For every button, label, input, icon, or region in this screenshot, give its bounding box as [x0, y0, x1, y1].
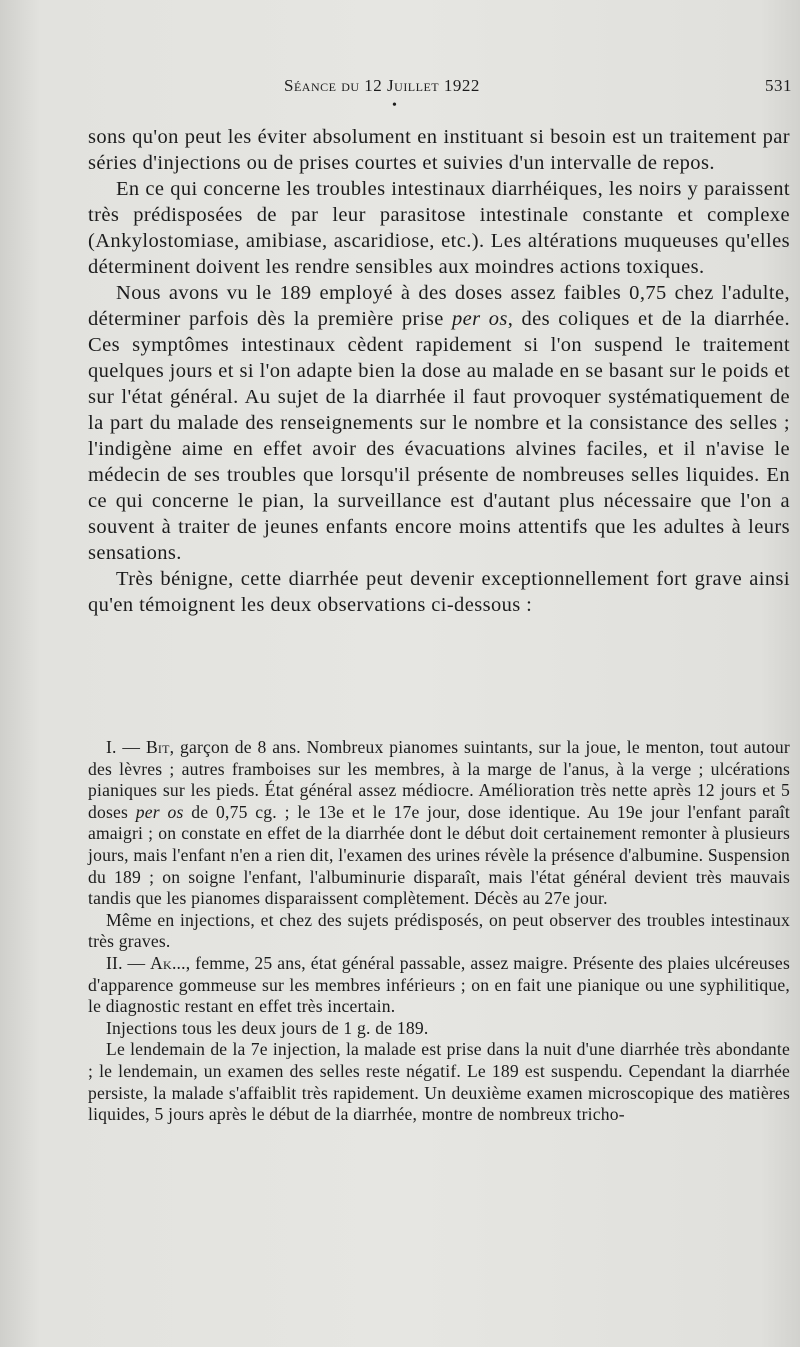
observation-1: [88, 737, 790, 910]
obs2-number: II. —: [106, 952, 151, 973]
obs1-text-b: de 0,75 cg. ; le 13e et le 17e jour, dose identique. Au 19e jour l'enfant paraît amaigri ; on constate en effet de la diarrhée dont le début doit certainement remonter à plusieurs jours, mais l'enfant n'en a rien dit, l'examen des urines révèle la présence d'albumine. Suspension du 189 ; on soigne l'enfant, l'albuminurie disparaît, mais l'état général devient très mauvais tandis que les pianomes disparaissent complètement. Décès au 27e jour.: [88, 801, 790, 909]
paragraph-intestinal-troubles: En ce qui concerne les troubles intestinaux diarrhéiques, les noirs y paraissent très prédisposées de par leur parasitose intestinale constante et complexe (Ankylostomiase, amibiase, ascaridiose, etc.). Les altérations muqueuses qu'elles déterminent doivent les rendre sensibles aux moindres actions toxiques.: [88, 178, 790, 278]
obs1-number: I. —: [106, 737, 146, 757]
obs1-name: Bit: [145, 737, 170, 757]
observation-followup: Le lendemain de la 7e injection, la malade est prise dans la nuit d'une diarrhée très abondante ; le lendemain, un examen des selles reste négatif. Le 189 est suspendu. Cependant la diarrhée persiste, la malade s'affaiblit très rapidement. Un deuxième examen microscopique des matières liquides, 5 jours après le début de la diarrhée, montre de nombreux tricho-: [88, 1039, 790, 1125]
observation-2: [88, 953, 790, 1018]
paragraph-doses-part1: Nous avons vu le 189 employé à des doses assez faibles 0,75 chez l'adulte, déterminer parfois dès la première prise: [88, 282, 790, 330]
observations: [88, 737, 790, 1126]
paragraph-diarrhea-severity: Très bénigne, cette diarrhée peut devenir exceptionnellement fort grave ainsi qu'en témoignent les deux observations ci-dessous :: [88, 568, 790, 616]
paragraph-doses-italic: per os: [451, 308, 508, 330]
obs2-name: Ak: [150, 952, 172, 973]
observation-remark: Même en injections, et chez des sujets prédisposés, on peut observer des troubles intestinaux très graves.: [88, 909, 790, 952]
header-mark: •: [392, 98, 397, 113]
obs1-text-a: , garçon de 8 ans. Nombreux pianomes suintants, sur la joue, le menton, tout autour des lèvres ; autres framboises sur les membres, à la marge de l'anus, à la verge ; ulcérations pianiques sur les pieds. État général assez médiocre. Amélioration très nette après 12 jours et 5 doses: [88, 737, 790, 822]
obs2-text: ..., femme, 25 ans, état général passable, assez maigre. Présente des plaies ulcéreuses d'apparence gommeuse sur les membres inférieurs ; on en fait une pianique ou une syphilitique, le diagnostic restant en effet très incertain.: [88, 952, 790, 1017]
paragraph-doses: [88, 280, 790, 566]
observation-injections: Injections tous les deux jours de 1 g. de 189.: [106, 1017, 429, 1038]
main-text: [88, 124, 790, 618]
page-number: 531: [765, 76, 792, 95]
paragraph-continuation: sons qu'on peut les éviter absolument en instituant si besoin est un traitement par séries d'injections ou de prises courtes et suivies d'un intervalle de repos.: [88, 126, 790, 174]
running-header: [88, 76, 792, 102]
paragraph-doses-part2: , des coliques et de la diarrhée. Ces symptômes intestinaux cèdent rapidement si l'on suspend le traitement quelques jours et si l'on adapte bien la dose au malade en se basant sur le poids et sur l'état général. Au sujet de la diarrhée il faut provoquer systématiquement de la part du malade des renseignements sur le nombre et la consistance des selles ; l'indigène aime en effet avoir des évacuations alvines faciles, et il n'avise le médecin de ses troubles que lorsqu'il présente de nombreuses selles liquides. En ce qui concerne le pian, la surveillance est d'autant plus nécessaire que l'on a souvent à traiter de jeunes enfants encore moins attentifs que les adultes à leurs sensations.: [88, 308, 790, 564]
header-title: Séance du 12 Juillet 1922: [284, 76, 480, 95]
obs1-italic: per os: [135, 801, 184, 822]
